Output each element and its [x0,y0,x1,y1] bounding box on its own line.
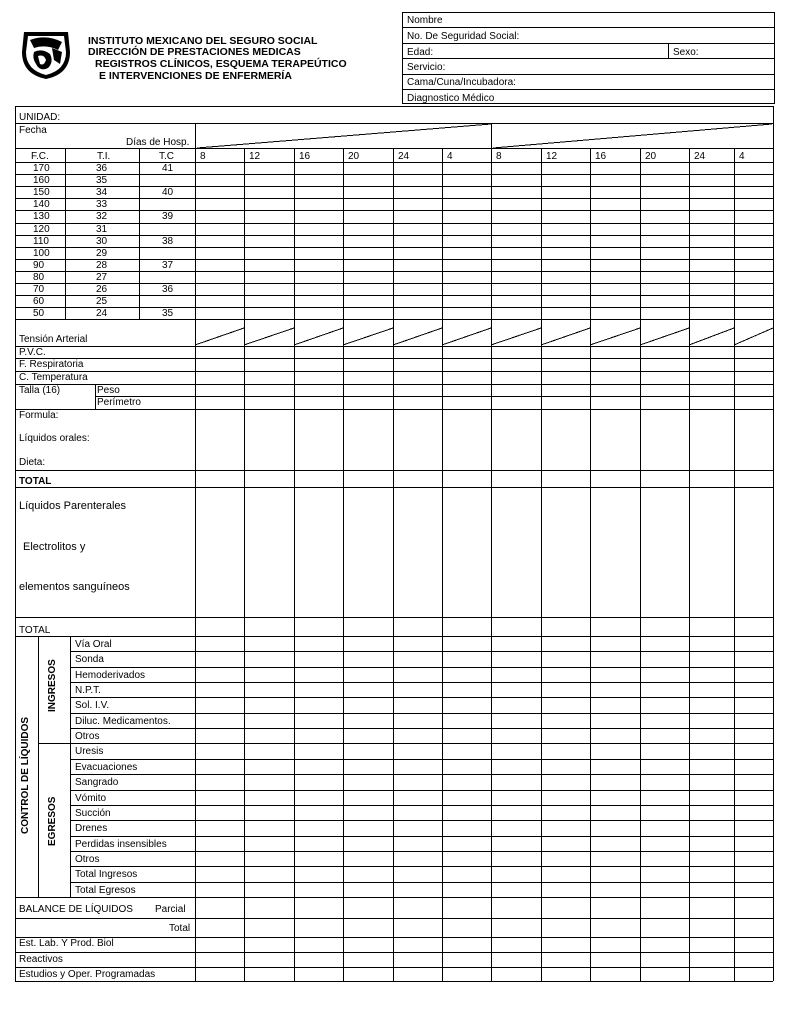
balance-label: BALANCE DE LÍQUIDOS [19,904,133,915]
cama-field[interactable]: Cama/Cuna/Incubadora: [407,77,516,88]
perimetro-label: Perímetro [97,397,141,408]
total-label: TOTAL [19,476,52,487]
egreso-item: Vómito [75,793,107,804]
date-diagonal [197,124,491,148]
tension-slash [294,328,343,345]
hour-label: 12 [546,151,558,162]
ingreso-item: N.P.T. [75,685,101,696]
est-lab-label: Est. Lab. Y Prod. Biol [19,938,114,949]
ti-header: T.I. [97,151,111,162]
talla-label: Talla (16) [19,385,61,396]
hour-label: 24 [694,151,706,162]
egreso-item: Evacuaciones [75,762,138,773]
pvc-label: P.V.C. [19,347,46,358]
formula-label: Formula: [19,410,59,421]
tension-label: Tensión Arterial [19,334,88,345]
tension-slash [689,328,734,345]
reactivos-label: Reactivos [19,954,63,965]
fc-value: 150 [33,187,50,198]
sexo-field[interactable]: Sexo: [673,47,699,58]
parenterales-line-2: Electrolitos y [23,541,86,553]
fc-value: 100 [33,248,50,259]
egresos-label: EGRESOS [47,796,58,846]
liquidos-orales-label: Líquidos orales: [19,433,90,444]
ti-value: 35 [96,175,108,186]
hour-label: 4 [739,151,745,162]
tension-slash [590,328,640,345]
parcial-label: Parcial [155,904,186,915]
unidad-label: UNIDAD: [19,112,61,123]
tension-slash [343,328,393,345]
tc-header: T.C [159,151,174,162]
tension-slash [734,328,773,345]
ti-value: 26 [96,284,108,295]
egreso-item: Uresis [75,746,104,757]
diagnostico-field[interactable]: Diagnostico Médico [407,93,495,104]
fc-value: 170 [33,163,50,174]
edad-field[interactable]: Edad: [407,47,434,58]
hour-label: 24 [398,151,410,162]
fc-value: 80 [33,272,45,283]
fc-value: 140 [33,199,50,210]
tc-value: 37 [162,260,174,271]
institution-line-1: INSTITUTO MEXICANO DEL SEGURO SOCIAL [88,35,318,47]
tc-value: 36 [162,284,174,295]
ingreso-item: Sonda [75,654,104,665]
parenterales-line-3: elementos sanguíneos [19,581,130,593]
fc-value: 60 [33,296,45,307]
ingreso-item: Vía Oral [75,639,112,650]
hour-label: 8 [200,151,206,162]
tension-slash [491,328,541,345]
egreso-item: Drenes [75,823,108,834]
tc-value: 38 [162,236,174,247]
egreso-item: Succión [75,808,111,819]
ti-value: 31 [96,224,108,235]
ingreso-item: Sol. I.V. [75,700,110,711]
hour-label: 20 [645,151,657,162]
egreso-item: Perdidas insensibles [75,839,167,850]
servicio-field[interactable]: Servicio: [407,62,446,73]
dias-hosp-label: Días de Hosp. [126,137,190,148]
institution-line-3: REGISTROS CLÍNICOS, ESQUEMA TERAPEÚTICO [95,58,347,70]
ti-value: 36 [96,163,108,174]
ingresos-label: INGRESOS [47,659,58,712]
fc-header: F.C. [31,151,49,162]
fc-value: 130 [33,211,50,222]
ti-value: 32 [96,211,108,222]
tension-slash [442,328,491,345]
fc-value: 160 [33,175,50,186]
tc-value: 40 [162,187,174,198]
hour-label: 8 [496,151,502,162]
tension-slash [541,328,590,345]
ti-value: 34 [96,187,108,198]
estudios-label: Estudios y Oper. Programadas [19,969,156,980]
dieta-label: Dieta: [19,457,46,468]
tc-value: 35 [162,308,174,319]
tension-slash [244,328,294,345]
fc-value: 120 [33,224,50,235]
fecha-label: Fecha [19,125,47,136]
fc-value: 70 [33,284,45,295]
hour-label: 4 [447,151,453,162]
ingreso-item: Hemoderivados [75,670,146,681]
ti-value: 24 [96,308,108,319]
institution-line-4: E INTERVENCIONES DE ENFERMERÍA [99,70,292,82]
egreso-item: Otros [75,854,100,865]
tension-slash [640,328,689,345]
ti-value: 28 [96,260,108,271]
ti-value: 25 [96,296,108,307]
fc-value: 110 [33,236,49,247]
hour-label: 16 [595,151,607,162]
tension-slash [195,328,244,345]
nombre-field[interactable]: Nombre [407,15,443,26]
egreso-item: Sangrado [75,777,119,788]
hour-label: 12 [249,151,261,162]
fc-value: 50 [33,308,45,319]
institution-line-2: DIRECCIÓN DE PRESTACIONES MEDICAS [88,46,301,58]
control-liquidos-label: CONTROL DE LÍQUIDOS [20,716,31,834]
ti-value: 30 [96,236,108,247]
total-balance-label: Total [169,923,191,934]
fc-value: 90 [33,260,45,271]
ingreso-item: Diluc. Medicamentos. [75,716,171,727]
peso-label: Peso [97,385,120,396]
respiratoria-label: F. Respiratoria [19,359,84,370]
total-item: Total Egresos [75,885,136,896]
nss-field[interactable]: No. De Seguridad Social: [407,31,520,42]
total2-label: TOTAL [19,625,51,636]
hour-label: 16 [299,151,311,162]
tc-value: 39 [162,211,174,222]
tension-slash [393,328,442,345]
parenterales-line-1: Líquidos Parenterales [19,500,127,512]
tc-value: 41 [162,163,174,174]
ingreso-item: Otros [75,731,100,742]
date-diagonal [493,124,772,148]
total-item: Total Ingresos [75,869,138,880]
ti-value: 27 [96,272,108,283]
ti-value: 29 [96,248,108,259]
ti-value: 33 [96,199,108,210]
hour-label: 20 [348,151,360,162]
temperatura-label: C. Temperatura [19,372,88,383]
